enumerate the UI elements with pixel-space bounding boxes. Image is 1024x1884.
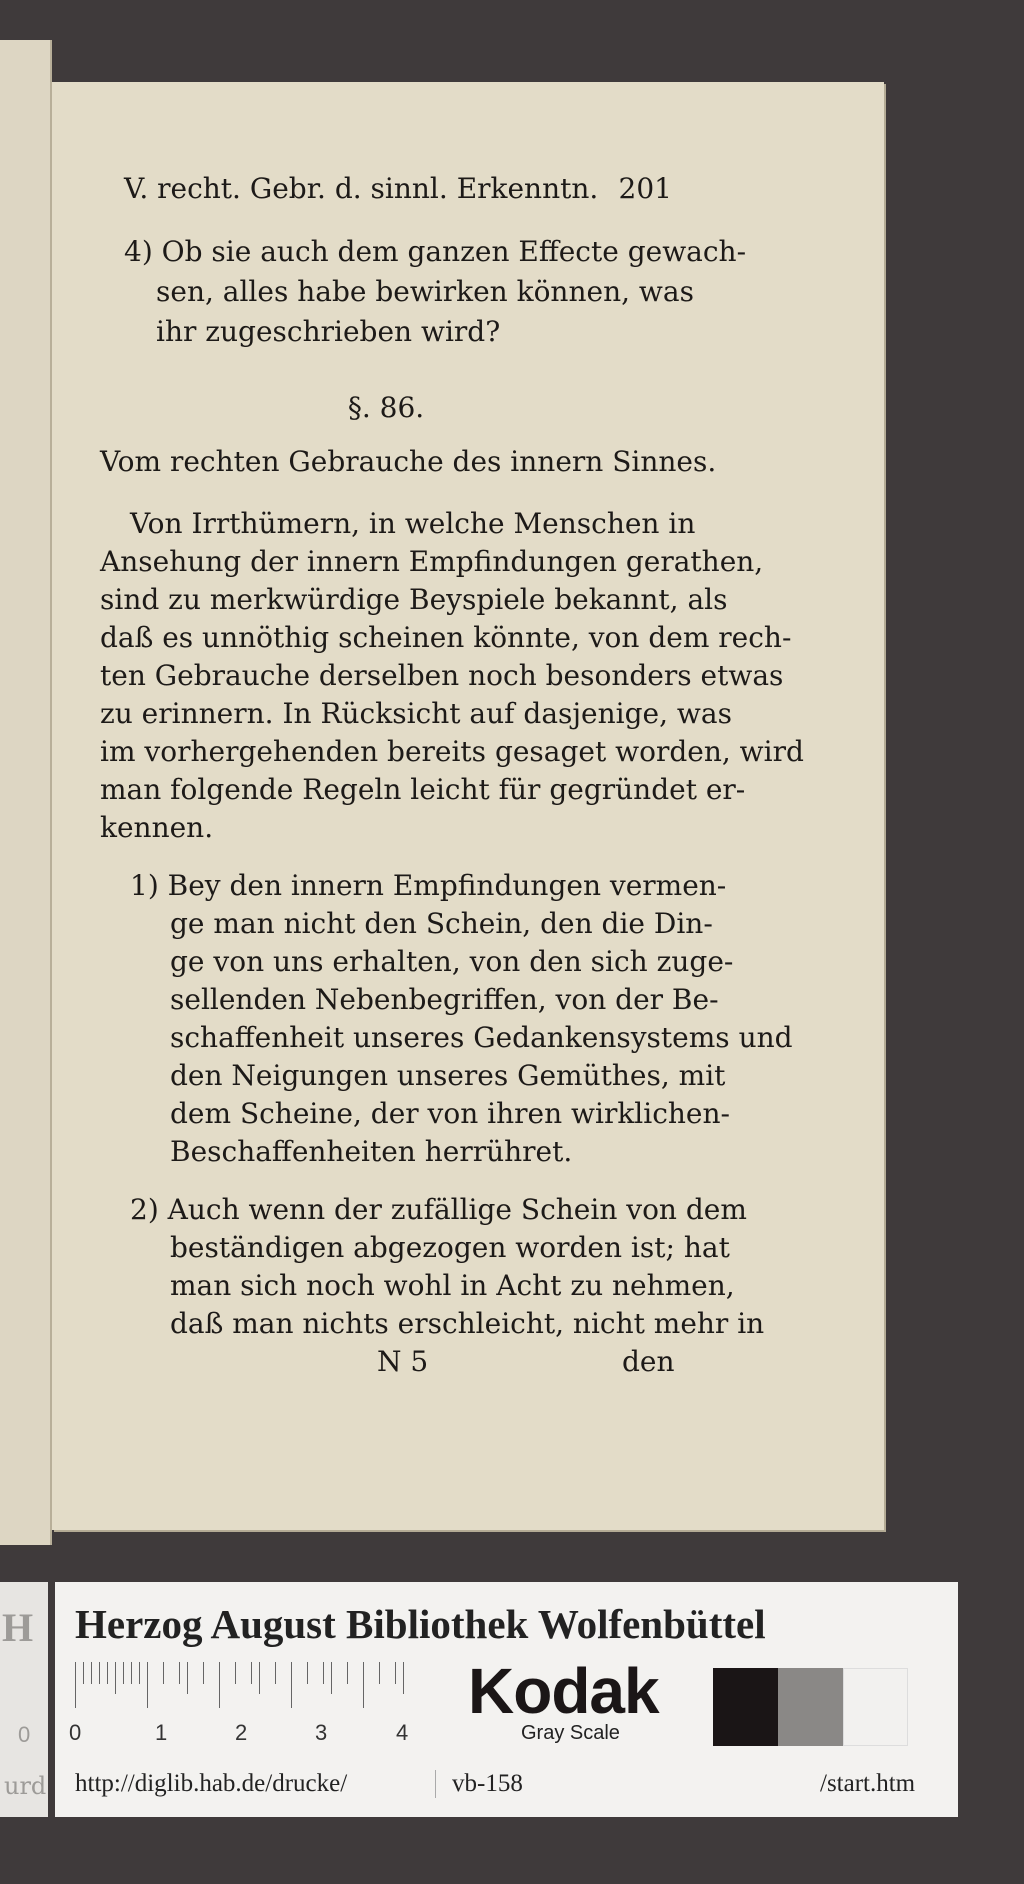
running-header-title: V. recht. Gebr. d. sinnl. Erkenntn.: [124, 172, 599, 205]
text-line: im vorhergehenden bereits gesaget worden, wird: [100, 735, 804, 768]
text-line: zu erinnern. In Rücksicht auf dasjenige, was: [100, 697, 732, 730]
text-line: sind zu merkwürdige Beyspiele bekannt, als: [100, 583, 728, 616]
page-number: 201: [618, 172, 672, 205]
gray-patch-mid: [778, 1668, 843, 1746]
ruler: [75, 1662, 410, 1712]
text-line: daß man nichts erschleicht, nicht mehr in: [170, 1307, 765, 1340]
gray-scale-label: Gray Scale: [521, 1722, 620, 1744]
text-line: beständigen abgezogen worden ist; hat: [170, 1231, 730, 1264]
text-line: den Neigungen unseres Gemüthes, mit: [170, 1059, 726, 1092]
scale-number: 3: [315, 1720, 328, 1745]
text-line: 2) Auch wenn der zufällige Schein von dem: [130, 1193, 747, 1226]
text-line: Beschaffenheiten herrühret.: [170, 1135, 573, 1168]
url-right: /start.htm: [820, 1770, 916, 1797]
library-name: Herzog August Bibliothek Wolfenbüttel: [75, 1601, 766, 1647]
text-line: 1) Bey den innern Empfindungen vermen-: [130, 869, 727, 902]
edge-letter: H: [2, 1605, 34, 1650]
text-line: dem Scheine, der von ihren wirklichen-: [170, 1097, 730, 1130]
scale-number: 0: [69, 1720, 82, 1745]
gray-patch-white: [843, 1668, 908, 1746]
scale-number: 1: [155, 1720, 168, 1745]
text-line: man sich noch wohl in Acht zu nehmen,: [170, 1269, 735, 1302]
kodak-logo: Kodak: [468, 1655, 659, 1727]
text-line: man folgende Regeln leicht für gegründet er-: [100, 773, 746, 806]
scale-number: 4: [396, 1720, 409, 1745]
section-number: §. 86.: [347, 391, 425, 424]
text-line: sen, alles habe bewirken können, was: [156, 275, 694, 308]
text-line: ge von uns erhalten, von den sich zuge-: [170, 945, 734, 978]
text-line: Von Irrthümern, in welche Menschen in: [130, 507, 696, 540]
book-page: [52, 82, 884, 1530]
signature-mark: N 5: [377, 1345, 429, 1378]
text-line: sellenden Nebenbegriffen, von der Be-: [170, 983, 719, 1016]
text-line: ge man nicht den Schein, den die Din-: [170, 907, 713, 940]
scale-number: 2: [235, 1720, 248, 1745]
text-line: Ansehung der innern Empfindungen gerathen,: [100, 545, 764, 578]
url-left: http://diglib.hab.de/drucke/: [75, 1770, 348, 1797]
text-line: kennen.: [100, 811, 214, 844]
gray-patch-black: [713, 1668, 778, 1746]
shelfmark: vb-158: [435, 1770, 523, 1798]
text-line: 4) Ob sie auch dem ganzen Effecte gewach-: [124, 235, 747, 268]
edge-fragment: urd: [4, 1772, 47, 1800]
color-target-card: [55, 1582, 958, 1817]
text-line: ten Gebrauche derselben noch besonders etwas: [100, 659, 784, 692]
previous-page-edge: [0, 40, 52, 1545]
adjacent-target-edge: [0, 1582, 48, 1817]
catchword: den: [622, 1345, 675, 1378]
text-line: daß es unnöthig scheinen könnte, von dem rech-: [100, 621, 792, 654]
text-line: schaffenheit unseres Gedankensystems und: [170, 1021, 793, 1054]
edge-zero: 0: [18, 1722, 31, 1747]
text-line: ihr zugeschrieben wird?: [156, 315, 501, 348]
section-title: Vom rechten Gebrauche des innern Sinnes.: [100, 445, 717, 478]
